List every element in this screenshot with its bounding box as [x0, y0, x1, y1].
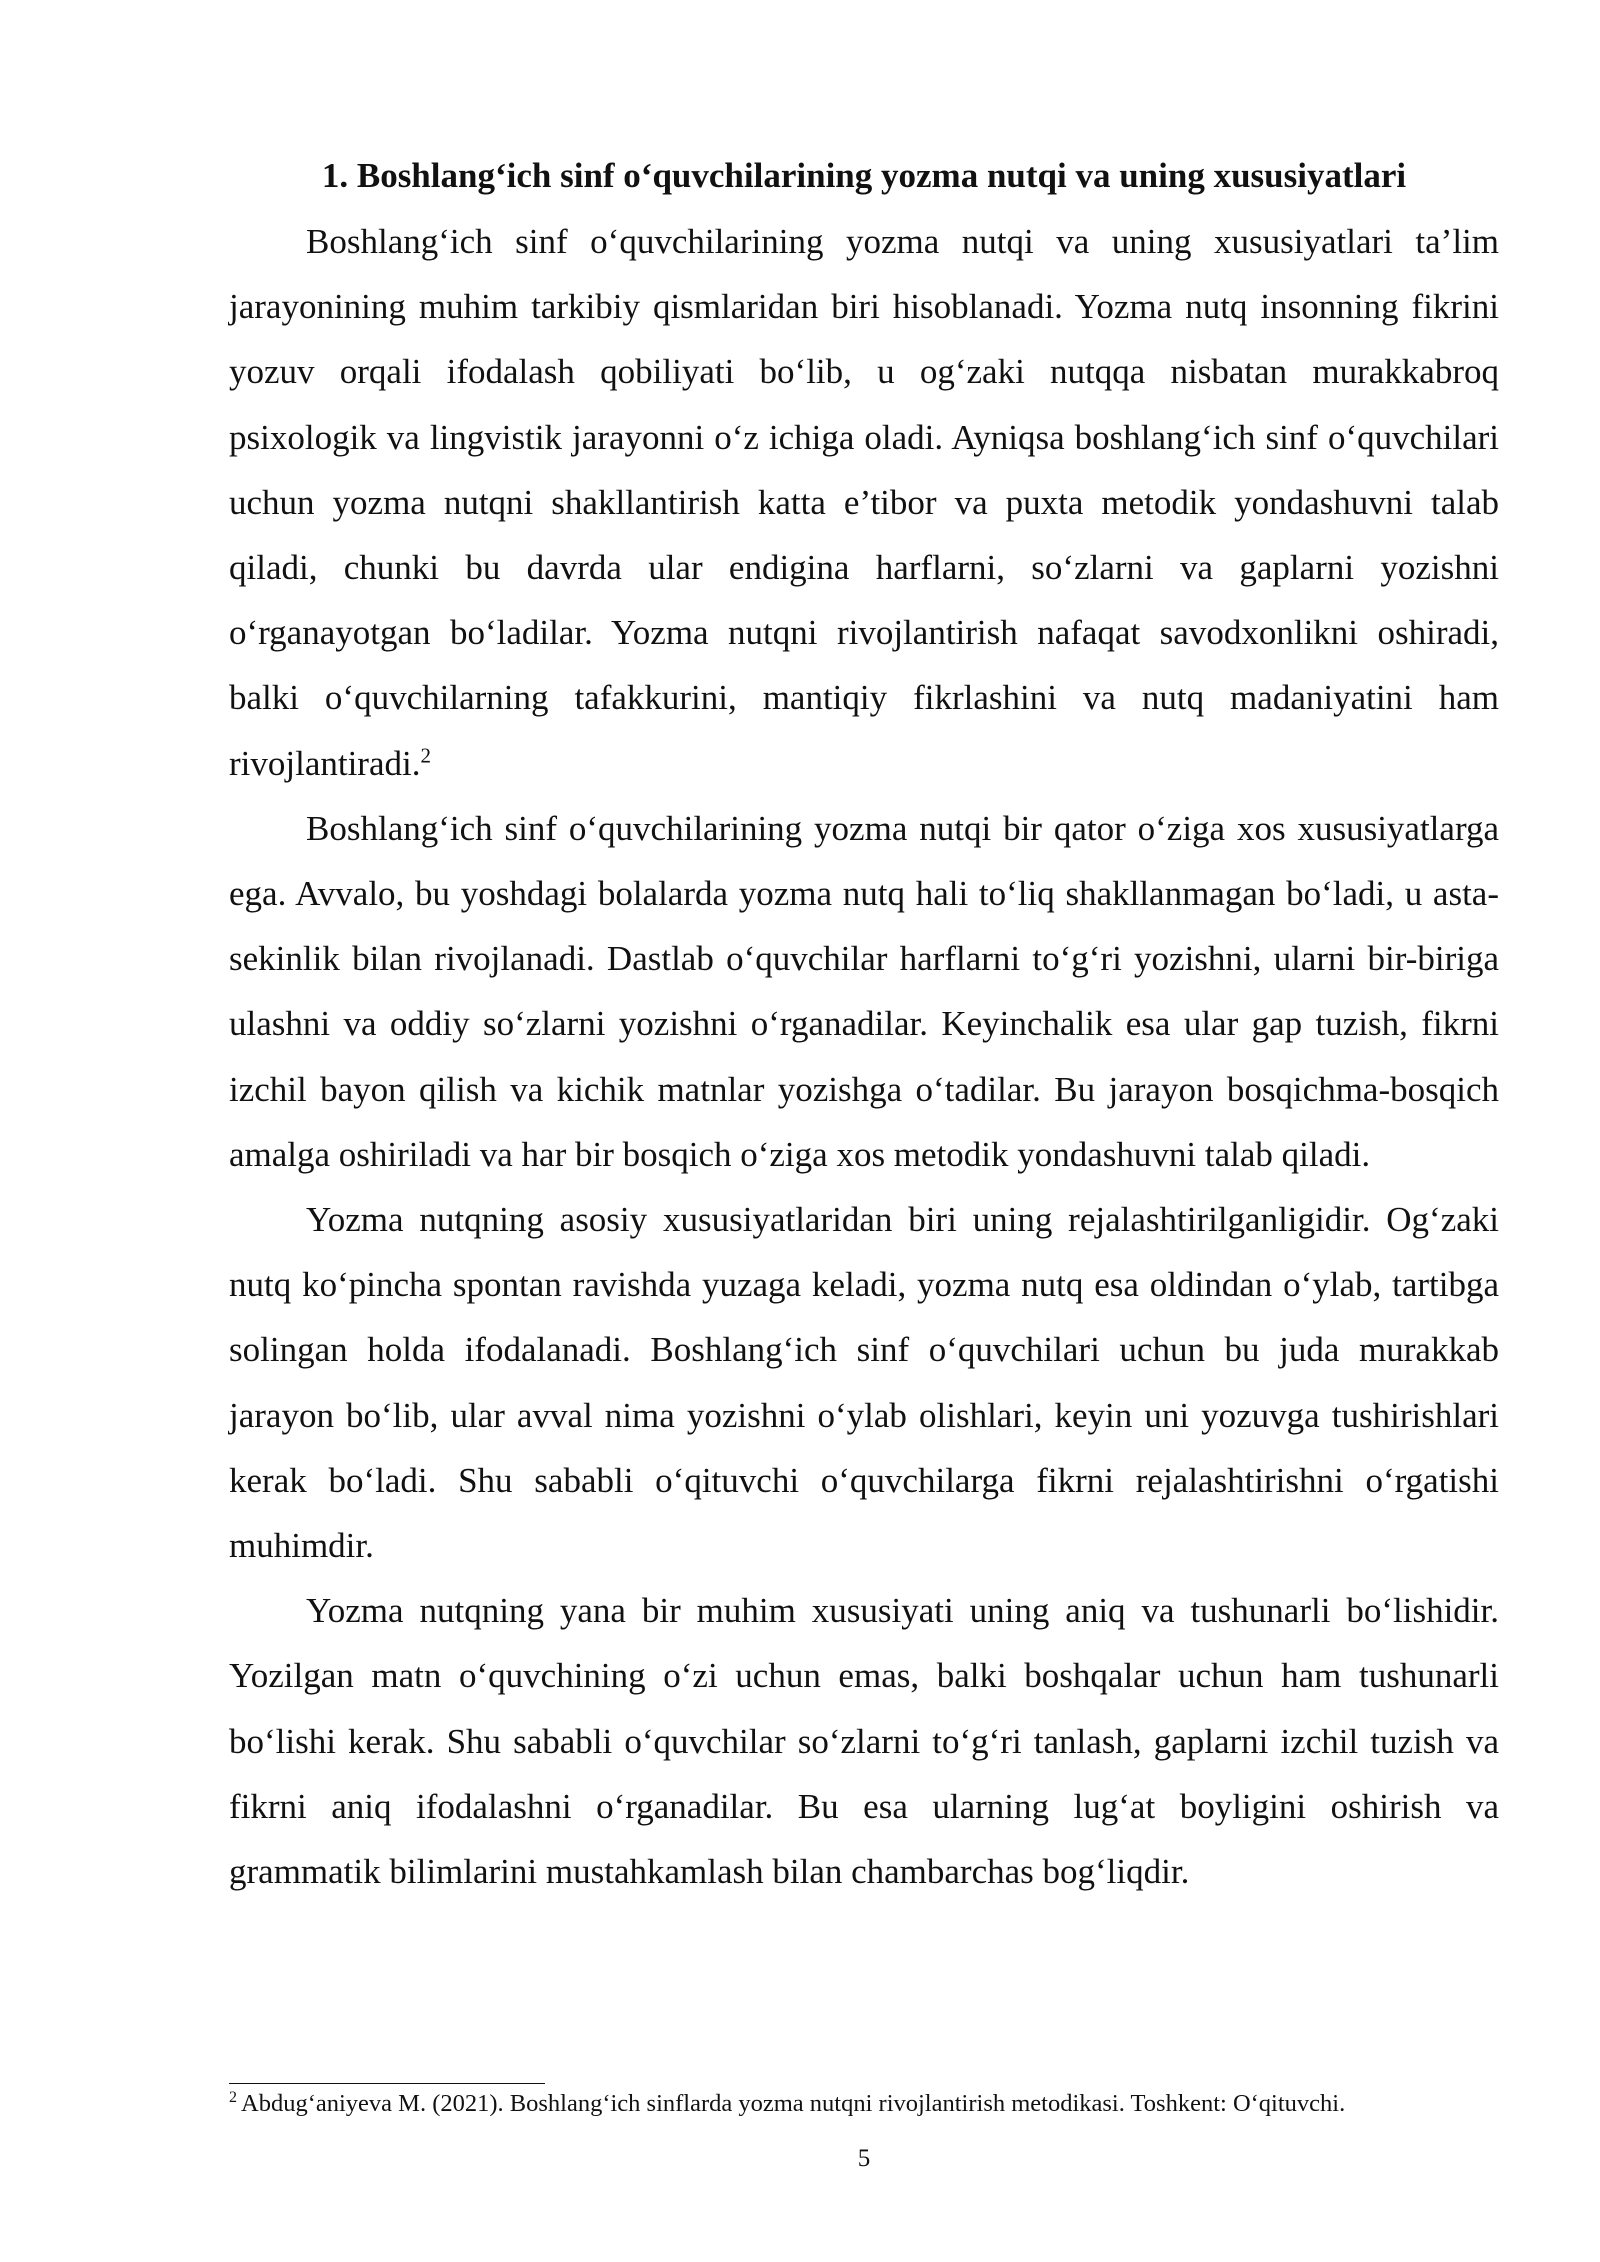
paragraph-1	[229, 209, 1499, 796]
paragraph-3: Yozma nutqning asosiy xususiyatlaridan biri uning rejalashtirilganligidir. Og‘zaki nutq ko‘pincha spontan ravishda yuzaga keladi, yozma nutq esa oldindan o‘ylab, tartibga solingan holda ifodalanadi. Boshlang‘ich sinf o‘quvchilari uchun bu juda murakkab jarayon bo‘lib, ular avval nima yozishni o‘ylab olishlari, keyin uni yozuvga tushirishlari kerak bo‘ladi. Shu sababli o‘qituvchi o‘quvchilarga fikrni rejalashtirishni o‘rgatishi muhimdir.	[229, 1200, 1499, 1566]
section-heading: 1. Boshlang‘ich sinf o‘quvchilarining yozma nutqi va uning xususiyatlari	[321, 156, 1407, 195]
paragraph-1-text: Boshlang‘ich sinf o‘quvchilarining yozma nutqi va uning xususiyatlari ta’lim jarayonining muhim tarkibiy qismlaridan biri hisoblanadi. Yozma nutq insonning fikrini yozuv orqali ifodalash qobiliyati bo‘lib, u og‘zaki nutqqa nisbatan murakkabroq psixologik va lingvistik jarayonni o‘z ichiga oladi. Ayniqsa boshlang‘ich sinf o‘quvchilari uchun yozma nutqni shakllantirish katta e’tibor va puxta metodik yondashuvni talab qiladi, chunki bu davrda ular endigina harflarni, so‘zlarni va gaplarni yozishni o‘rganayotgan bo‘ladilar. Yozma nutqni rivojlantirish nafaqat savodxonlikni oshiradi, balki o‘quvchilarning tafakkurini, mantiqiy fikrlashini va nutq madaniyatini ham rivojlantiradi.	[229, 222, 1499, 783]
paragraph-4: Yozma nutqning yana bir muhim xususiyati uning aniq va tushunarli bo‘lishidir. Yozilgan matn o‘quvchining o‘zi uchun emas, balki boshqalar uchun ham tushunarli bo‘lishi kerak. Shu sababli o‘quvchilar so‘zlarni to‘g‘ri tanlash, gaplarni izchil tuzish va fikrni aniq ifodalashni o‘rganadilar. Bu esa ularning lug‘at boyligini oshirish va grammatik bilimlarini mustahkamlash bilan chambarchas bog‘liqdir.	[229, 1591, 1499, 1892]
footnote-number: 2	[229, 2088, 237, 2106]
page-number: 5	[857, 2145, 871, 2172]
footnote-separator	[229, 2083, 545, 2084]
footnote-text: Abdug‘aniyeva M. (2021). Boshlang‘ich sinflarda yozma nutqni rivojlantirish metodikasi. Toshkent: O‘qituvchi.	[241, 2090, 1346, 2117]
footnote	[229, 2088, 1519, 2120]
footnote-reference[interactable]: 2	[420, 742, 431, 767]
paragraph-2: Boshlang‘ich sinf o‘quvchilarining yozma nutqi bir qator o‘ziga xos xususiyatlarga ega. Avvalo, bu yoshdagi bolalarda yozma nutq hali to‘liq shakllanmagan bo‘ladi, u asta-sekinlik bilan rivojlanadi. Dastlab o‘quvchilar harflarni to‘g‘ri yozishni, ularni bir-biriga ulashni va oddiy so‘zlarni yozishni o‘rganadilar. Keyinchalik esa ular gap tuzish, fikrni izchil bayon qilish va kichik matnlar yozishga o‘tadilar. Bu jarayon bosqichma-bosqich amalga oshiriladi va har bir bosqich o‘ziga xos metodik yondashuvni talab qiladi.	[229, 808, 1499, 1174]
body-text	[229, 209, 1499, 1904]
